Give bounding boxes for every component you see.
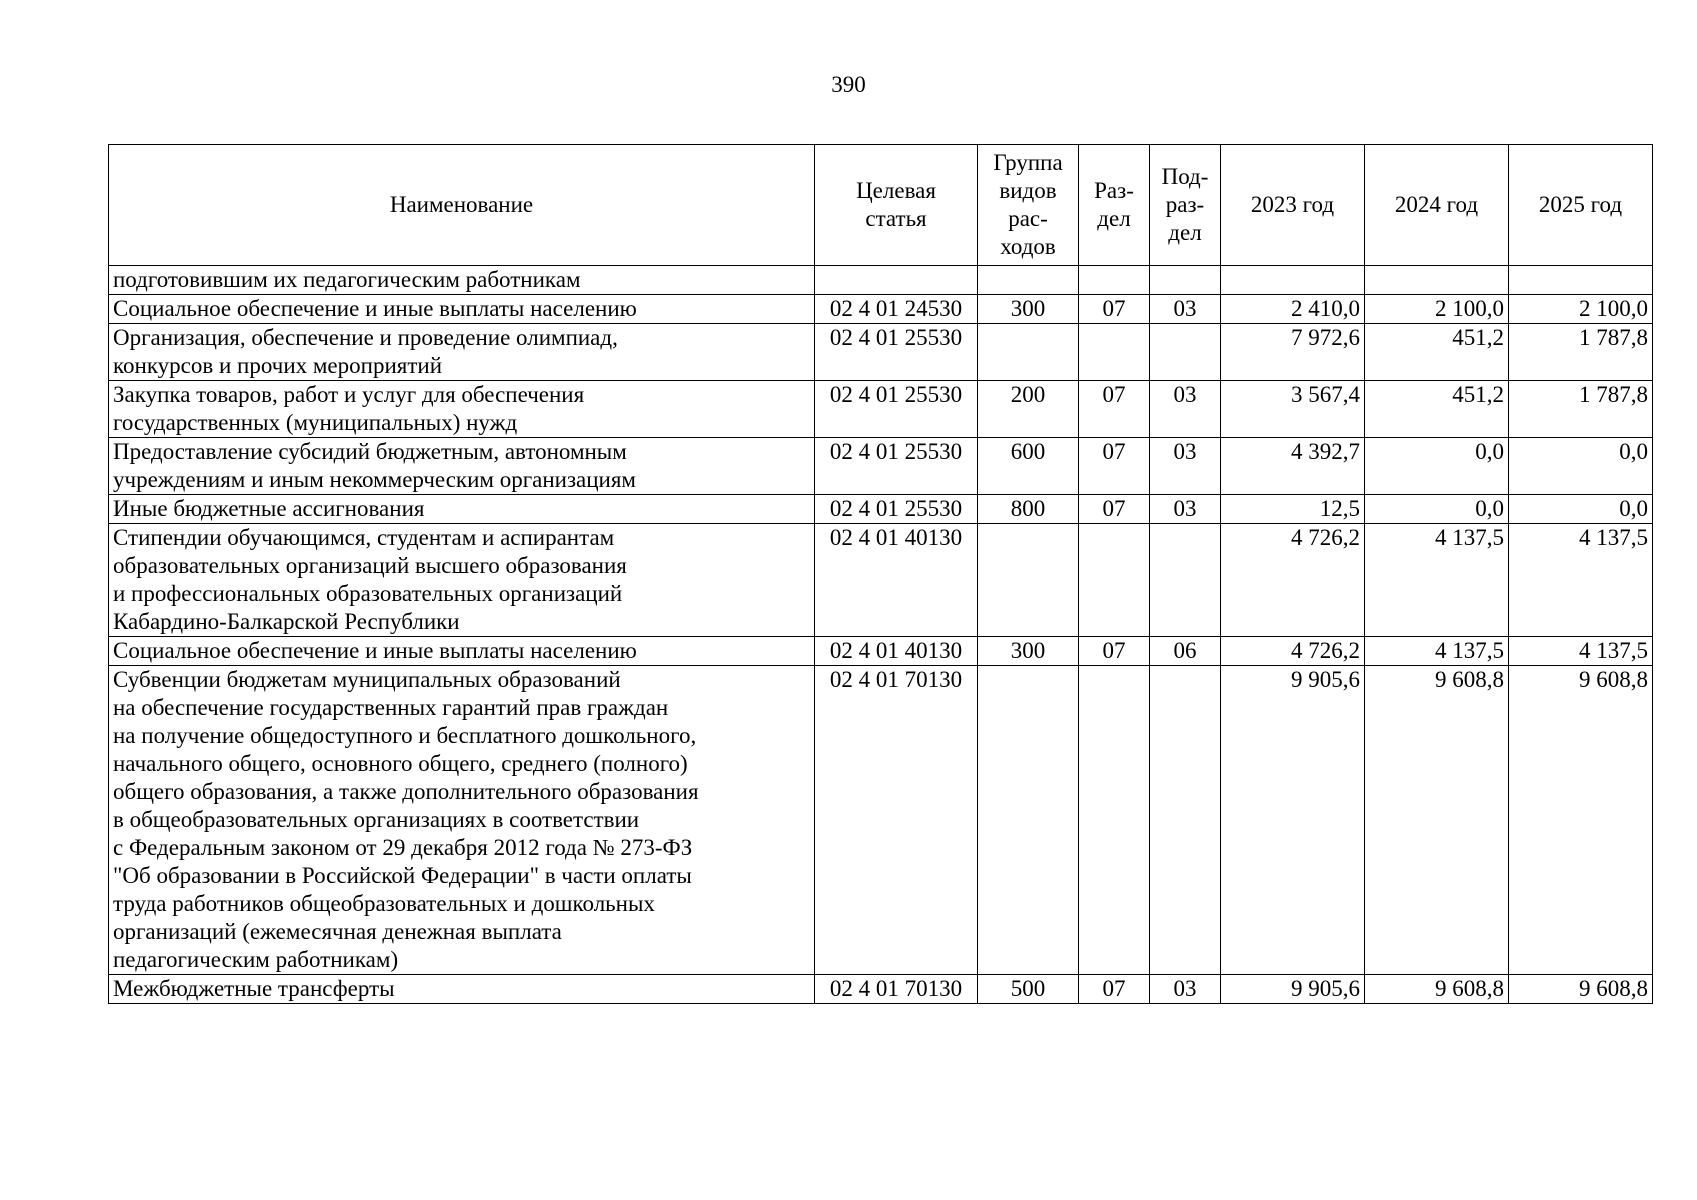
row-section — [1079, 266, 1150, 295]
row-section: 07 — [1079, 381, 1150, 438]
row-value-2025: 2 100,0 — [1509, 295, 1653, 324]
row-target-article: 02 4 01 40130 — [815, 524, 978, 637]
row-value-2023: 9 905,6 — [1221, 666, 1365, 975]
row-target-article: 02 4 01 40130 — [815, 637, 978, 666]
row-name-line: образовательных организаций высшего образования — [113, 553, 627, 578]
header-year-2025: 2025 год — [1509, 145, 1653, 266]
row-subsection — [1150, 666, 1221, 975]
table-row — [109, 666, 1653, 975]
budget-table — [108, 144, 1653, 1004]
table-row — [109, 381, 1653, 438]
row-target-article: 02 4 01 25530 — [815, 495, 978, 524]
row-section — [1079, 324, 1150, 381]
row-expense-group: 800 — [978, 495, 1079, 524]
row-section: 07 — [1079, 438, 1150, 495]
header-year-2023: 2023 год — [1221, 145, 1365, 266]
row-value-2023 — [1221, 266, 1365, 295]
row-subsection: 03 — [1150, 495, 1221, 524]
row-name — [109, 666, 815, 975]
row-expense-group: 200 — [978, 381, 1079, 438]
row-value-2024: 0,0 — [1365, 495, 1509, 524]
row-value-2023: 12,5 — [1221, 495, 1365, 524]
row-target-article: 02 4 01 25530 — [815, 381, 978, 438]
row-name-line: Закупка товаров, работ и услуг для обеспечения — [113, 382, 585, 407]
row-value-2023: 4 726,2 — [1221, 637, 1365, 666]
row-expense-group: 300 — [978, 637, 1079, 666]
row-value-2025: 9 608,8 — [1509, 975, 1653, 1004]
row-value-2025: 0,0 — [1509, 495, 1653, 524]
row-target-article: 02 4 01 25530 — [815, 438, 978, 495]
header-subsection: Под- раз- дел — [1150, 145, 1221, 266]
table-row — [109, 295, 1653, 324]
header-expense-group: Группа видов рас- ходов — [978, 145, 1079, 266]
row-name-line: с Федеральным законом от 29 декабря 2012 года № 273-ФЗ — [113, 835, 693, 860]
row-subsection: 03 — [1150, 438, 1221, 495]
table-row — [109, 266, 1653, 295]
row-value-2024: 451,2 — [1365, 381, 1509, 438]
row-name-line: учреждениям и иным некоммерческим организациям — [113, 467, 636, 492]
row-name-line: Межбюджетные трансферты — [113, 976, 395, 1001]
table-row — [109, 324, 1653, 381]
row-name-line: Организация, обеспечение и проведение олимпиад, — [113, 325, 618, 350]
row-subsection: 03 — [1150, 381, 1221, 438]
row-name-line: конкурсов и прочих мероприятий — [113, 353, 443, 378]
row-section — [1079, 524, 1150, 637]
row-expense-group: 300 — [978, 295, 1079, 324]
row-value-2024 — [1365, 266, 1509, 295]
row-value-2024: 9 608,8 — [1365, 975, 1509, 1004]
row-subsection: 06 — [1150, 637, 1221, 666]
row-value-2024: 2 100,0 — [1365, 295, 1509, 324]
row-subsection: 03 — [1150, 975, 1221, 1004]
header-section: Раз- дел — [1079, 145, 1150, 266]
row-name-line: начального общего, основного общего, среднего (полного) — [113, 751, 688, 776]
row-value-2024: 4 137,5 — [1365, 524, 1509, 637]
row-name-line: государственных (муниципальных) нужд — [113, 410, 518, 435]
table-row — [109, 438, 1653, 495]
row-target-article: 02 4 01 70130 — [815, 975, 978, 1004]
row-value-2023: 7 972,6 — [1221, 324, 1365, 381]
row-value-2025: 1 787,8 — [1509, 324, 1653, 381]
table-row — [109, 975, 1653, 1004]
row-expense-group — [978, 266, 1079, 295]
row-name-line: Иные бюджетные ассигнования — [113, 496, 425, 521]
row-name — [109, 381, 815, 438]
row-name-line: труда работников общеобразовательных и дошкольных — [113, 891, 655, 916]
row-subsection — [1150, 266, 1221, 295]
row-section: 07 — [1079, 975, 1150, 1004]
row-name-line: организаций (ежемесячная денежная выплата — [113, 919, 562, 944]
row-name-line: "Об образовании в Российской Федерации" в части оплаты — [113, 863, 692, 888]
row-name — [109, 637, 815, 666]
row-expense-group: 600 — [978, 438, 1079, 495]
row-name-line: Социальное обеспечение и иные выплаты населению — [113, 296, 637, 321]
row-name — [109, 266, 815, 295]
row-value-2025 — [1509, 266, 1653, 295]
row-name — [109, 295, 815, 324]
table-row — [109, 524, 1653, 637]
row-name-line: Субвенции бюджетам муниципальных образований — [113, 667, 621, 692]
row-name-line: Стипендии обучающимся, студентам и аспирантам — [113, 525, 615, 550]
row-target-article: 02 4 01 70130 — [815, 666, 978, 975]
row-name-line: Социальное обеспечение и иные выплаты населению — [113, 638, 637, 663]
row-section: 07 — [1079, 495, 1150, 524]
row-name-line: общего образования, а также дополнительного образования — [113, 779, 699, 804]
row-name-line: Кабардино-Балкарской Республики — [113, 609, 460, 634]
row-expense-group — [978, 524, 1079, 637]
row-name-line: в общеобразовательных организациях в соответствии — [113, 807, 640, 832]
row-value-2024: 9 608,8 — [1365, 666, 1509, 975]
row-name-line: подготовившим их педагогическим работникам — [113, 267, 581, 292]
row-value-2023: 4 392,7 — [1221, 438, 1365, 495]
row-value-2023: 3 567,4 — [1221, 381, 1365, 438]
row-target-article — [815, 266, 978, 295]
row-name-line: на обеспечение государственных гарантий прав граждан — [113, 695, 669, 720]
row-value-2023: 9 905,6 — [1221, 975, 1365, 1004]
row-name — [109, 524, 815, 637]
row-target-article: 02 4 01 25530 — [815, 324, 978, 381]
table-body — [109, 266, 1653, 1004]
row-expense-group — [978, 666, 1079, 975]
row-value-2024: 451,2 — [1365, 324, 1509, 381]
row-value-2025: 4 137,5 — [1509, 637, 1653, 666]
row-name-line: и профессиональных образовательных организаций — [113, 581, 623, 606]
row-section: 07 — [1079, 295, 1150, 324]
row-section — [1079, 666, 1150, 975]
row-value-2023: 4 726,2 — [1221, 524, 1365, 637]
row-name — [109, 975, 815, 1004]
row-subsection — [1150, 524, 1221, 637]
row-expense-group: 500 — [978, 975, 1079, 1004]
row-value-2023: 2 410,0 — [1221, 295, 1365, 324]
row-subsection: 03 — [1150, 295, 1221, 324]
row-value-2025: 0,0 — [1509, 438, 1653, 495]
row-value-2025: 1 787,8 — [1509, 381, 1653, 438]
row-name — [109, 495, 815, 524]
row-section: 07 — [1079, 637, 1150, 666]
row-value-2025: 9 608,8 — [1509, 666, 1653, 975]
row-subsection — [1150, 324, 1221, 381]
header-name: Наименование — [109, 145, 815, 266]
page-number: 390 — [831, 72, 866, 97]
row-value-2025: 4 137,5 — [1509, 524, 1653, 637]
row-name-line: педагогическим работникам) — [113, 947, 399, 972]
header-row — [109, 145, 1653, 266]
row-name — [109, 438, 815, 495]
table-row — [109, 495, 1653, 524]
row-value-2024: 4 137,5 — [1365, 637, 1509, 666]
row-target-article: 02 4 01 24530 — [815, 295, 978, 324]
row-expense-group — [978, 324, 1079, 381]
header-target: Целевая статья — [815, 145, 978, 266]
header-year-2024: 2024 год — [1365, 145, 1509, 266]
table-row — [109, 637, 1653, 666]
row-name-line: Предоставление субсидий бюджетным, автономным — [113, 439, 627, 464]
row-value-2024: 0,0 — [1365, 438, 1509, 495]
row-name — [109, 324, 815, 381]
row-name-line: на получение общедоступного и бесплатного дошкольного, — [113, 723, 697, 748]
